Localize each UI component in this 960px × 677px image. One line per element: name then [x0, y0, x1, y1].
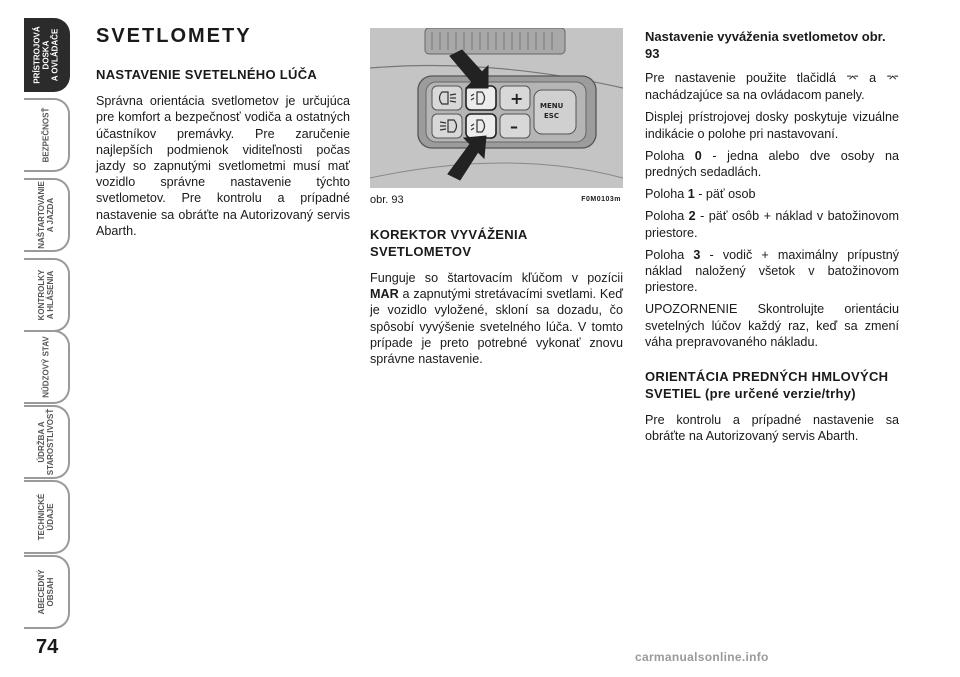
position-1 — [645, 186, 899, 202]
tab-kontrolky[interactable] — [24, 258, 70, 332]
tab-label: ÚDRŽBA A STAROSTLIVOSŤ — [37, 408, 55, 476]
warning-paragraph: UPOZORNENIE Skontrolujte orientáciu svetelných lúčov každý raz, keď sa zmení váha prepravovaného nákladu. — [645, 302, 899, 349]
plus-label: + — [510, 89, 524, 108]
position-number: 0 — [694, 148, 702, 163]
tab-label: NÚDZOVÝ STAV — [41, 336, 51, 398]
figure-code: F0M0103m — [581, 196, 621, 203]
paragraph: Displej prístrojovej dosky poskytuje vizuálne indikácie o polohe pri nastavovaní. — [645, 110, 899, 141]
headlight-panel-illustration — [370, 28, 623, 188]
figure-number: obr. 93 — [370, 194, 404, 206]
tab-label: TECHNICKÉ ÚDAJE — [37, 493, 55, 541]
paragraph — [645, 70, 899, 103]
position-number: 2 — [688, 209, 696, 224]
tab-label: ABECEDNÝ OBSAH — [37, 569, 55, 615]
text: Poloha — [645, 148, 695, 163]
tab-label: NAŠTARTOVANIE A JAZDA — [37, 181, 55, 249]
position-number: 1 — [687, 187, 695, 202]
section-heading: NASTAVENIE SVETELNÉHO LÚČA — [96, 67, 318, 83]
chapter-tabs — [0, 0, 72, 677]
text: Poloha — [645, 209, 689, 224]
page-title: SVETLOMETY — [96, 25, 252, 47]
text: Pre nastavenie použite tlačidlá — [645, 71, 847, 85]
text: nachádzajúce sa na ovládacom panely. — [645, 88, 865, 103]
figure-caption — [370, 190, 623, 208]
headlight-down-icon: ⌤ — [886, 73, 899, 85]
text: a zapnutými stretávacími svetlami. Keď je vozidlo vyložené, skloní sa dozadu, čo spôsobí vyvýšenie svetelného lúča. V tomto prípade je preto potrebné vykonať znovu správne nastavenie. — [370, 287, 623, 367]
position-2 — [645, 208, 899, 240]
section-heading: KOREKTOR VYVÁŽENIA SVETLOMETOV — [370, 227, 528, 259]
position-0 — [645, 148, 899, 180]
column-2 — [370, 28, 623, 373]
page-number: 74 — [36, 636, 59, 658]
paragraph: Pre kontrolu a prípadné nastavenie sa obráťte na Autorizovaný servis Abarth. — [645, 413, 899, 444]
tab-pristrojova-doska[interactable] — [24, 18, 70, 92]
paragraph — [370, 270, 623, 367]
bold-text: MAR — [370, 287, 399, 302]
tab-nudzovy-stav[interactable] — [24, 330, 70, 404]
menu-label: MENU — [540, 102, 564, 110]
tab-bezpecnost[interactable] — [24, 98, 70, 172]
tab-abecedny-obsah[interactable] — [24, 555, 70, 629]
text: - vodič + maximálny prípustný náklad naložený všetok v batožinovom priestore. — [645, 247, 899, 295]
tab-label: PRÍSTROJOVÁ DOSKA A OVLÁDAČE — [32, 26, 60, 84]
tab-label: KONTROLKY A HLÁSENIA — [37, 269, 55, 321]
text: Poloha — [645, 187, 688, 202]
figure-headlight-control — [370, 28, 623, 188]
tab-label: BEZPEČNOSŤ — [41, 107, 51, 163]
tab-nastartovanie[interactable] — [24, 178, 70, 252]
section-heading: Nastavenie vyváženia svetlometov obr. 93 — [645, 29, 886, 61]
tab-udrzba[interactable] — [24, 405, 70, 479]
paragraph: Správna orientácia svetlometov je určujúca pre komfort a bezpečnosť vodiča a ostatných účastníkov premávky. Pre zaručenie najlepších podmienok viditeľnosti počas jazdy so zapnutými svetlometmi musí mať vozidlo správne nastavenie týchto svetlometov. Pre kontrolu a prípadné nastavenie sa obráťte na Autorizovaný servis Abarth. — [96, 94, 350, 238]
column-1 — [96, 25, 350, 245]
text: - jedna alebo dve osoby na predných sedadlách. — [645, 148, 899, 180]
position-number: 3 — [693, 247, 701, 262]
text: - päť osôb + náklad v batožinovom priestore. — [645, 209, 899, 240]
esc-label: ESC — [544, 112, 559, 120]
text: a — [858, 71, 887, 85]
position-3 — [645, 247, 899, 296]
watermark: carmanualsonline.info — [635, 650, 769, 664]
column-3 — [645, 28, 899, 450]
minus-label: – — [510, 117, 518, 136]
text: Poloha — [645, 247, 694, 262]
section-heading: ORIENTÁCIA PREDNÝCH HMLOVÝCH SVETIEL (pre určené verzie/trhy) — [645, 369, 889, 402]
tab-technicke-udaje[interactable] — [24, 480, 70, 554]
headlight-up-icon: ⌤ — [846, 73, 859, 85]
text: - päť osob — [694, 187, 756, 202]
text: Funguje so štartovacím kľúčom v pozícii — [370, 271, 623, 285]
